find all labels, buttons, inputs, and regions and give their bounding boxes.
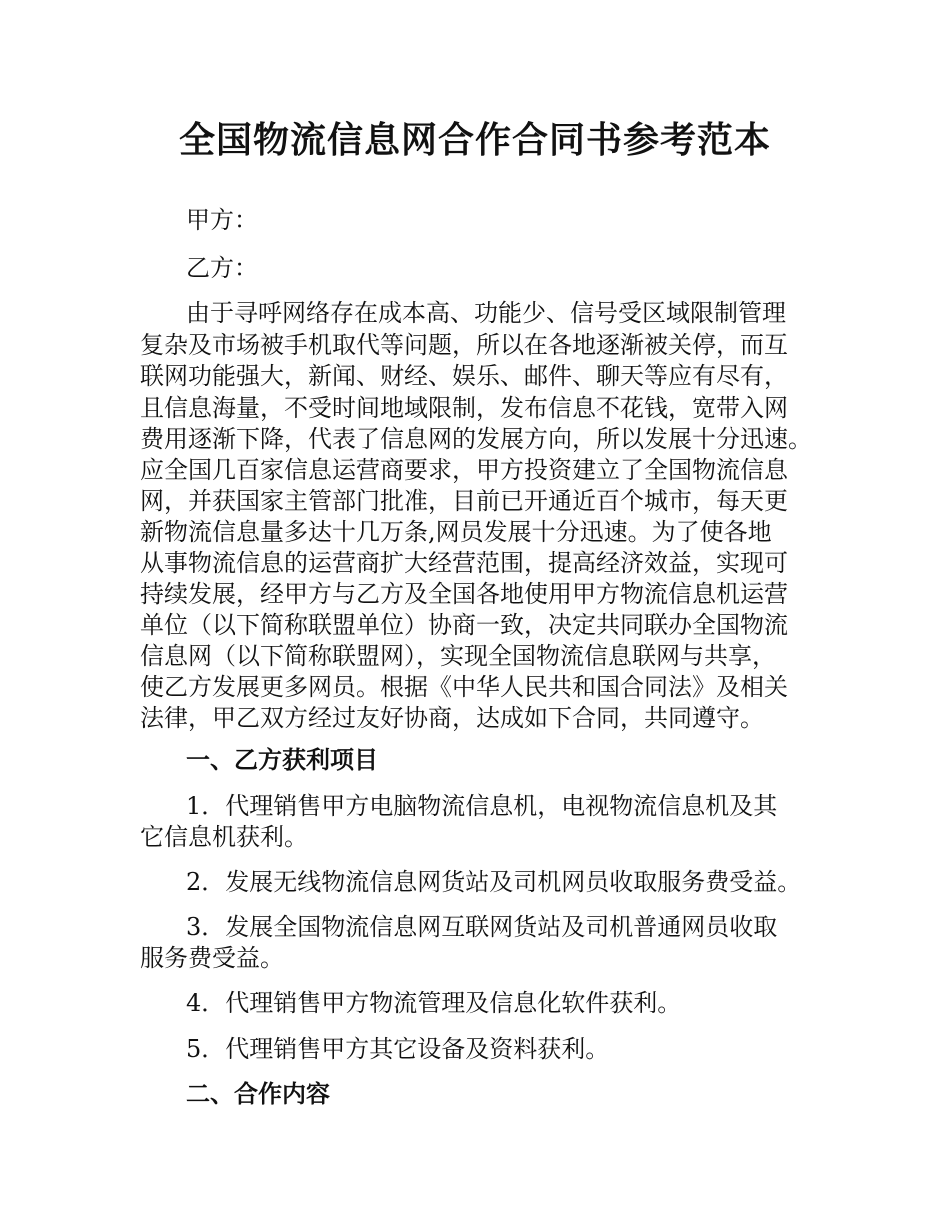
list-item-1-line-2: 它信息机获利。 xyxy=(140,823,308,851)
intro-paragraph-line: 费用逐渐下降，代表了信息网的发展方向，所以发展十分迅速。 xyxy=(140,425,812,453)
intro-paragraph-line: 新物流信息量多达十几万条,网员发展十分迅速。为了使各地 xyxy=(140,518,772,546)
intro-paragraph-line: 单位（以下简称联盟单位）协商一致，决定共同联办全国物流 xyxy=(140,611,788,639)
intro-paragraph-line: 持续发展，经甲方与乙方及全国各地使用甲方物流信息机运营 xyxy=(140,580,788,608)
intro-paragraph-line: 联网功能强大，新闻、财经、娱乐、邮件、聊天等应有尽有， xyxy=(140,362,788,390)
document-title: 全国物流信息网合作合同书参考范本 xyxy=(178,120,771,161)
intro-paragraph-line: 法律，甲乙双方经过友好协商，达成如下合同，共同遵守。 xyxy=(140,704,764,732)
intro-paragraph-line: 且信息海量，不受时间地域限制，发布信息不花钱，宽带入网 xyxy=(140,394,788,422)
section-heading-2: 二、合作内容 xyxy=(186,1080,330,1108)
list-item-5: 5．代理销售甲方其它设备及资料获利。 xyxy=(186,1035,610,1063)
list-item-1-line-1: 1．代理销售甲方电脑物流信息机，电视物流信息机及其 xyxy=(186,792,778,820)
list-item-3-line-1: 3．发展全国物流信息网互联网货站及司机普通网员收取 xyxy=(186,913,778,941)
intro-paragraph-line: 网，并获国家主管部门批准，目前已开通近百个城市，每天更 xyxy=(140,487,788,515)
intro-paragraph-line: 从事物流信息的运营商扩大经营范围，提高经济效益，实现可 xyxy=(140,549,788,577)
section-heading-1: 一、乙方获利项目 xyxy=(186,746,378,774)
intro-paragraph-line: 由于寻呼网络存在成本高、功能少、信号受区域限制管理 xyxy=(186,299,786,327)
list-item-2: 2．发展无线物流信息网货站及司机网员收取服务费受益。 xyxy=(186,868,802,896)
list-item-4: 4．代理销售甲方物流管理及信息化软件获利。 xyxy=(186,989,682,1017)
list-item-3-line-2: 服务费受益。 xyxy=(140,944,284,972)
intro-paragraph-line: 应全国几百家信息运营商要求，甲方投资建立了全国物流信息 xyxy=(140,456,788,484)
intro-paragraph-line: 复杂及市场被手机取代等问题，所以在各地逐渐被关停，而互 xyxy=(140,331,788,359)
intro-paragraph-line: 信息网（以下简称联盟网），实现全国物流信息联网与共享， xyxy=(140,642,776,670)
party-a-label: 甲方： xyxy=(186,206,258,234)
intro-paragraph-line: 使乙方发展更多网员。根据《中华人民共和国合同法》及相关 xyxy=(140,673,788,701)
party-b-label: 乙方： xyxy=(186,254,258,282)
